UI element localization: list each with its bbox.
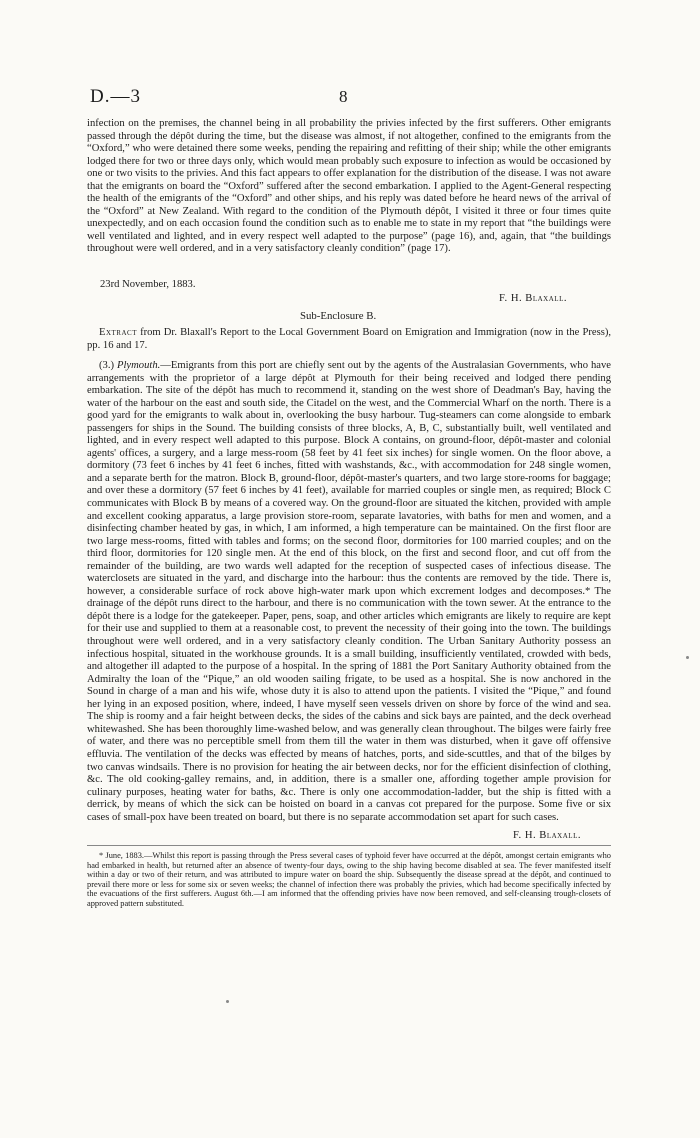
document-reference: D.—3: [90, 86, 141, 107]
section-place: Plymouth.: [117, 360, 161, 371]
extract-title: from Dr. Blaxall's Report to the Local Government Board on Emigration and Immigration (now in the Press), pp. 16 and 17.: [87, 327, 611, 351]
signature-blaxall-2: F. H. Blaxall.: [513, 830, 581, 841]
sub-enclosure-heading: Sub-Enclosure B.: [300, 310, 377, 322]
scan-mark: [686, 656, 689, 659]
report-paragraph: [87, 360, 611, 824]
extract-heading-block: [87, 327, 611, 352]
opening-paragraph-block: [87, 118, 611, 256]
extract-lead: Extract: [99, 327, 137, 338]
report-extract-block: [87, 360, 611, 824]
footnote-block: [87, 851, 611, 909]
signature-blaxall-1: F. H. Blaxall.: [499, 293, 567, 304]
opening-paragraph: infection on the premises, the channel being in all probability the privies infected by the first sufferers. Other emigrants passed through the dépôt during the time, but the disease was almost, if not altogether, confined to the emigrants from the “Oxford,” who were detained there some weeks, pending the repairing and refitting of their ship; while the other emigrants lodged there for two or three days only, which would mean probably such exposure to infection as would be occasioned by one or two visits to the privies. And this fact appears to offer explanation for the distribution of the disease. I was not aware that the emigrants on board the “Oxford” suffered after the second embarkation. I applied to the Agent-General respecting the health of the emigrants of the “Oxford” and other ships, and his reply was dated before he heard news of the arrival of the “Oxford” at New Zealand. With regard to the condition of the Plymouth dépôt, I visited it three or four times quite unexpectedly, and on each occasion found the condition such as to enable me to state in my report that “the buildings were well ventilated and lighted, and in every respect well adapted to the purpose” (page 16), and, again, that “the buildings throughout were well ordered, and in a very satisfactory cleanly condition” (page 17).: [87, 118, 611, 255]
page-number: 8: [339, 87, 348, 106]
report-body: —Emigrants from this port are chiefly sent out by the agents of the Australasian Governments, who have arrangements with the proprietor of a large dépôt at Plymouth for their being received and lodged there pending embarkation. The site of the dépôt has much to recommend it, standing on the west shore of Deadman's Bay, having the water of the harbour on the east and south side, the Citadel on the west, and the Commercial Wharf on the north. There is a good yard for the emigrants to walk about in, overlooking the busy harbour. Tug-steamers can come alongside to embark passengers for ships in the Sound. The building consists of three blocks, A, B, C, substantially built, well ventilated and lighted, and in every respect well adapted to this purpose. Block A contains, on ground-floor, dépôt-master and colonial agents' offices, a surgery, and a large mess-room (58 feet by 41 feet six inches) for single women. On the floor above, a dormitory (73 feet 6 inches by 41 feet 6 inches, fitted with washstands, &c., with accommodation for 248 single women, and a separate berth for the matron. Block B, ground-floor, dépôt-master's quarters, and two large store-rooms for baggage; and over these a dormitory (57 feet 6 inches by 41 feet), available for married couples or single men, as required; Block C communicates with Block B by means of a covered way. On the ground-floor are situated the kitchen, provided with ample and excellent cooking apparatus, a large provision store-room, separate lavatories, with baths for men and women, and a disinfecting chamber heated by gas, in which, I am informed, a high temperature can be maintained. On the first floor are two large mess-rooms, fitted with tables and forms; on the second floor, dormitories for 100 married couples; and on the third floor, dormitories for 120 single men. At the end of this block, on the first and second floor, and cut off from the remainder of the building, are two wards well adapted for the reception of suspected cases of infectious disease. The waterclosets are situated in the yard, and discharge into the harbour: thus the contents are removed by the tide. There is, however, a considerable surface of rock above high-water mark upon which excrement lodges and decomposes.* The drainage of the dépôt runs direct to the harbour, and there is no communication with the town sewer. At the entrance to the dépôt there is a lodge for the gatekeeper. Paper, pens, soap, and other articles which emigrants are likely to require are kept for their use and supplied to them at a reasonable cost, to prevent the necessity of their going into the town. The buildings throughout were well ordered, and in a very satisfactory cleanly condition. The Urban Sanitary Authority possess an infectious hospital, situated in the workhouse grounds. It is a small building, insufficiently ventilated, crowded with beds, and altogether ill adapted to the purpose of a hospital. In the spring of 1881 the Port Sanitary Authority obtained from the Admiralty the loan of the “Pique,” an old wooden sailing frigate, to be used as a hospital. She is now anchored in the Sound in charge of a man and his wife, whose duty it is also to attend upon the patients. I visited the “Pique,” and found her lying in an exposed position, where, indeed, I have myself seen vessels driven on shore by force of the wind and sea. The ship is roomy and a fair height between decks, the sides of the cabins and sick bays are painted, and the deck overhead whitewashed. She has been thoroughly lime-washed below, and was generally clean throughout. The bilges were fairly free of water, and there was no perceptible smell from them till the water in them was disturbed, when it gave off offensive effluvia. The ventilation of the decks was effected by means of hatches, ports, and side-scuttles, and that of the bilges by two canvas windsails. There is no provision for heating the air between decks, nor for the efficient disinfection of clothing, &c. The old cooking-galley remains, and, in addition, there is a smaller one, affording together ample provision for culinary purposes, heating water for baths, &c. There is only one accommodation-ladder, but the ship is fitted with a derrick, by means of which the sick can be hoisted on board in a canvas cot prepared for the purpose. Some five or six cases of small-pox have been treated on board, but there is no separate accommodation set apart for such cases.: [87, 360, 612, 823]
footnote-divider: [87, 845, 611, 846]
extract-heading: [87, 327, 611, 352]
scan-mark: [226, 1000, 229, 1003]
section-number: (3.): [99, 360, 118, 371]
footnote-text: * June, 1883.—Whilst this report is passing through the Press several cases of typhoid fever have occurred at the dépôt, amongst certain emigrants who had embarked in health, but returned after an absence of twenty-four days, owing to the ship having become disabled at sea. The fever manifested itself within a day or two of their return, and was attributed to impure water on board the ship. Subsequently the disease spread at the dépôt, and continued to prevail there more or less for some six or seven weeks; the channel of infection there was probably the privies, which had become specifically infected by the evacuations of the first sufferers. August 6th.—I am informed that the offending privies have now been removed, and self-cleansing trough-closets of approved pattern substituted.: [87, 851, 611, 908]
letter-date: 23rd November, 1883.: [100, 279, 196, 290]
